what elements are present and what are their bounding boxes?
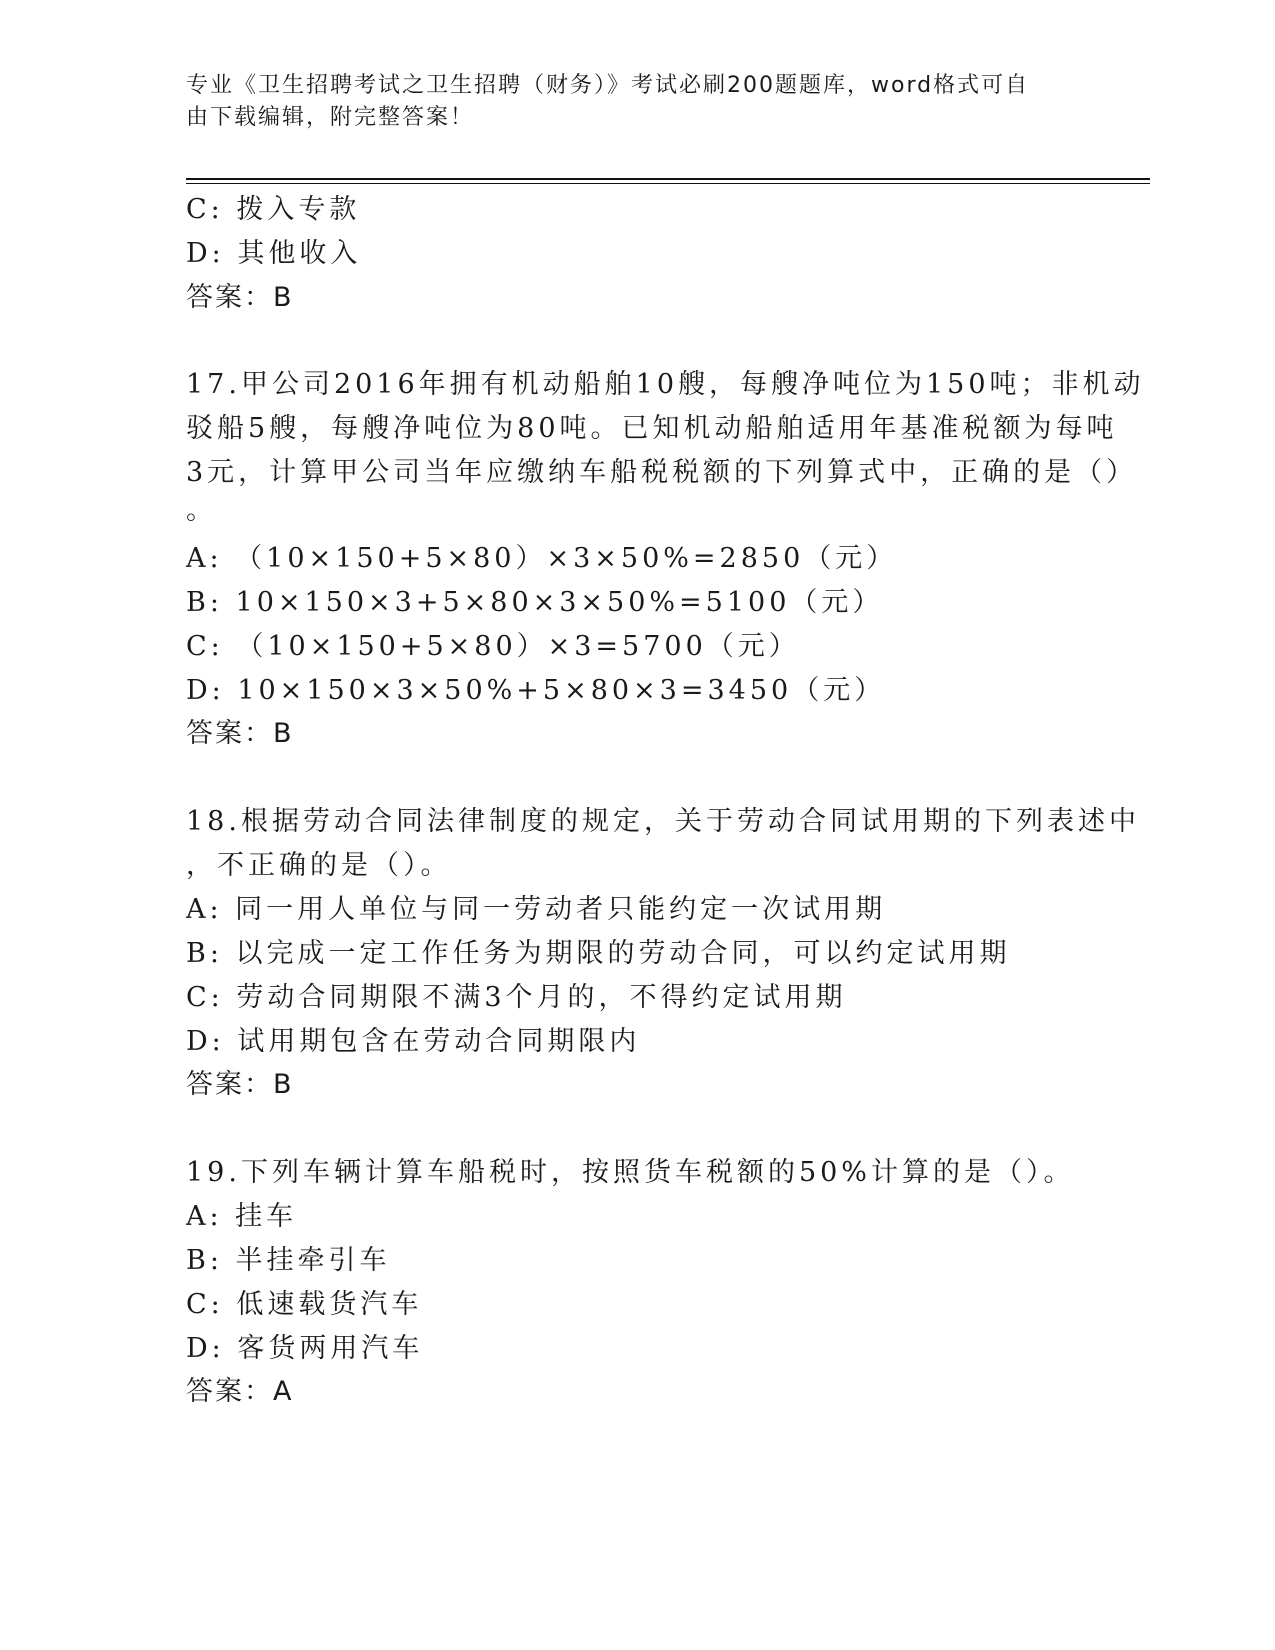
q18-option-d: D: 试用期包含在劳动合同期限内 [186,1026,641,1057]
q19-option-b: B: 半挂牵引车 [186,1245,391,1276]
q19-answer: 答案：A [186,1376,294,1407]
q19-option-d: D: 客货两用汽车 [186,1333,424,1364]
q16-option-c: C: 拨入专款 [186,194,361,225]
header-line-1: 专业《卫生招聘考试之卫生招聘（财务）》考试必刷200题题库，word格式可自 [186,73,1030,98]
q19-stem: 19.下列车辆计算车船税时，按照货车税额的50%计算的是（）。 [186,1157,1075,1188]
q18-answer: 答案：B [186,1069,294,1100]
header-divider-thick [186,178,1150,180]
q17-stem-line-1: 17.甲公司2016年拥有机动船舶10艘，每艘净吨位为150吨；非机动 [186,369,1145,400]
q18-option-b: B: 以完成一定工作任务为期限的劳动合同，可以约定试用期 [186,938,1011,969]
q18-option-c: C: 劳动合同期限不满3个月的，不得约定试用期 [186,982,847,1013]
q18-option-a: A: 同一用人单位与同一劳动者只能约定一次试用期 [186,894,887,925]
q17-stem-line-2: 驳船5艘，每艘净吨位为80吨。已知机动船舶适用年基准税额为每吨 [186,413,1118,444]
q17-option-a: A: （10×150+5×80）×3×50%=2850（元） [186,543,898,574]
q18-stem-line-2: ，不正确的是（）。 [186,850,452,881]
q17-option-b: B: 10×150×3+5×80×3×50%=5100（元） [186,587,884,618]
q17-option-d: D: 10×150×3×50%+5×80×3=3450（元） [186,675,886,706]
q18-stem-line-1: 18.根据劳动合同法律制度的规定，关于劳动合同试用期的下列表述中 [186,806,1140,837]
q17-stem-line-4: 。 [186,495,217,526]
header-line-2: 由下载编辑，附完整答案！ [186,105,475,130]
q17-option-c: C: （10×150+5×80）×3=5700（元） [186,631,800,662]
q16-option-d: D: 其他收入 [186,238,362,269]
header-divider-thin [186,183,1150,184]
q17-stem-line-3: 3元，计算甲公司当年应缴纳车船税税额的下列算式中，正确的是（） [186,457,1138,488]
q19-option-a: A: 挂车 [186,1201,298,1232]
q17-answer: 答案：B [186,718,294,749]
document-header [186,70,1066,134]
q19-option-c: C: 低速载货汽车 [186,1289,423,1320]
q16-answer: 答案：B [186,282,294,313]
